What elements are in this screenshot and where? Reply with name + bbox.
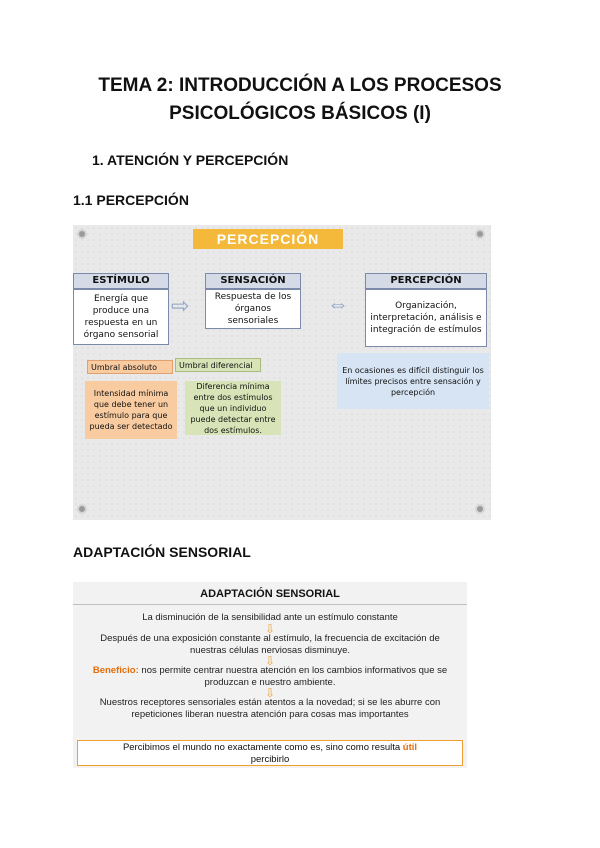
adaptacion-diagram <box>73 582 467 768</box>
down-arrow-icon: ⇩ <box>264 654 276 668</box>
adaptacion-title: ADAPTACIÓN SENSORIAL <box>200 588 340 600</box>
arrow-both-icon: ⇔ <box>327 291 349 316</box>
down-arrow-icon: ⇩ <box>264 686 276 700</box>
umbral-absoluto-note: Intensidad mínima que debe tener un estímulo para que pueda ser detectado <box>85 381 177 439</box>
estimulo-header: ESTÍMULO <box>73 273 169 289</box>
conclusion-util: útil <box>402 742 418 753</box>
pin-icon <box>475 504 485 514</box>
arrow-right-icon: ⇨ <box>171 293 190 318</box>
umbral-absoluto-tag: Umbral absoluto <box>87 360 173 374</box>
beneficio-label: Beneficio: <box>92 665 139 676</box>
section-heading-percepcion: 1.1 PERCEPCIÓN <box>73 192 189 208</box>
adaptacion-conclusion <box>77 740 463 766</box>
beneficio-text: nos permite centrar nuestra atención en los cambios informativos que se produzcan e nuestro ambiente. <box>138 665 448 688</box>
conclusion-text: Percibimos el mundo no exactamente como es, sino como resulta <box>122 742 403 753</box>
diagram-banner: PERCEPCIÓN <box>193 229 343 249</box>
percepcion-header: PERCEPCIÓN <box>365 273 487 289</box>
pin-icon <box>475 229 485 239</box>
sensacion-header: SENSACIÓN <box>205 273 301 289</box>
umbral-diferencial-note: Diferencia mínima entre dos estímulos que un individuo puede detectar entre dos estímulos. <box>185 381 281 435</box>
divider <box>73 604 467 605</box>
section-heading-atencion: 1. ATENCIÓN Y PERCEPCIÓN <box>92 152 289 168</box>
percepcion-box: Organización, interpretación, análisis e integración de estímulos <box>365 289 487 347</box>
limites-note: En ocasiones es difícil distinguir los límites precisos entre sensación y percepción <box>337 353 489 409</box>
sensacion-box: Respuesta de los órganos sensoriales <box>205 289 301 329</box>
down-arrow-icon: ⇩ <box>264 622 276 636</box>
conclusion-end: percibirlo <box>250 754 290 765</box>
section-heading-adaptacion: ADAPTACIÓN SENSORIAL <box>73 544 251 560</box>
percepcion-diagram <box>73 225 491 520</box>
estimulo-box: Energía que produce una respuesta en un órgano sensorial <box>73 289 169 345</box>
adaptacion-receptores: Nuestros receptores sensoriales están atentos a la novedad; si se les aburre con repeticiones liberan nuestra atención para cosas mas importantes <box>99 697 441 720</box>
title-line-1: TEMA 2: INTRODUCCIÓN A LOS PROCESOS <box>98 75 502 96</box>
pin-icon <box>77 504 87 514</box>
document-title <box>40 72 560 128</box>
title-line-2: PSICOLÓGICOS BÁSICOS (I) <box>169 103 431 124</box>
adaptacion-definition: La disminución de la sensibilidad ante un estímulo constante <box>142 612 398 623</box>
adaptacion-exposicion: Después de una exposición constante al estímulo, la frecuencia de excitación de nuestras células nerviosas disminuye. <box>100 633 440 656</box>
umbral-diferencial-tag: Umbral diferencial <box>175 358 261 372</box>
pin-icon <box>77 229 87 239</box>
